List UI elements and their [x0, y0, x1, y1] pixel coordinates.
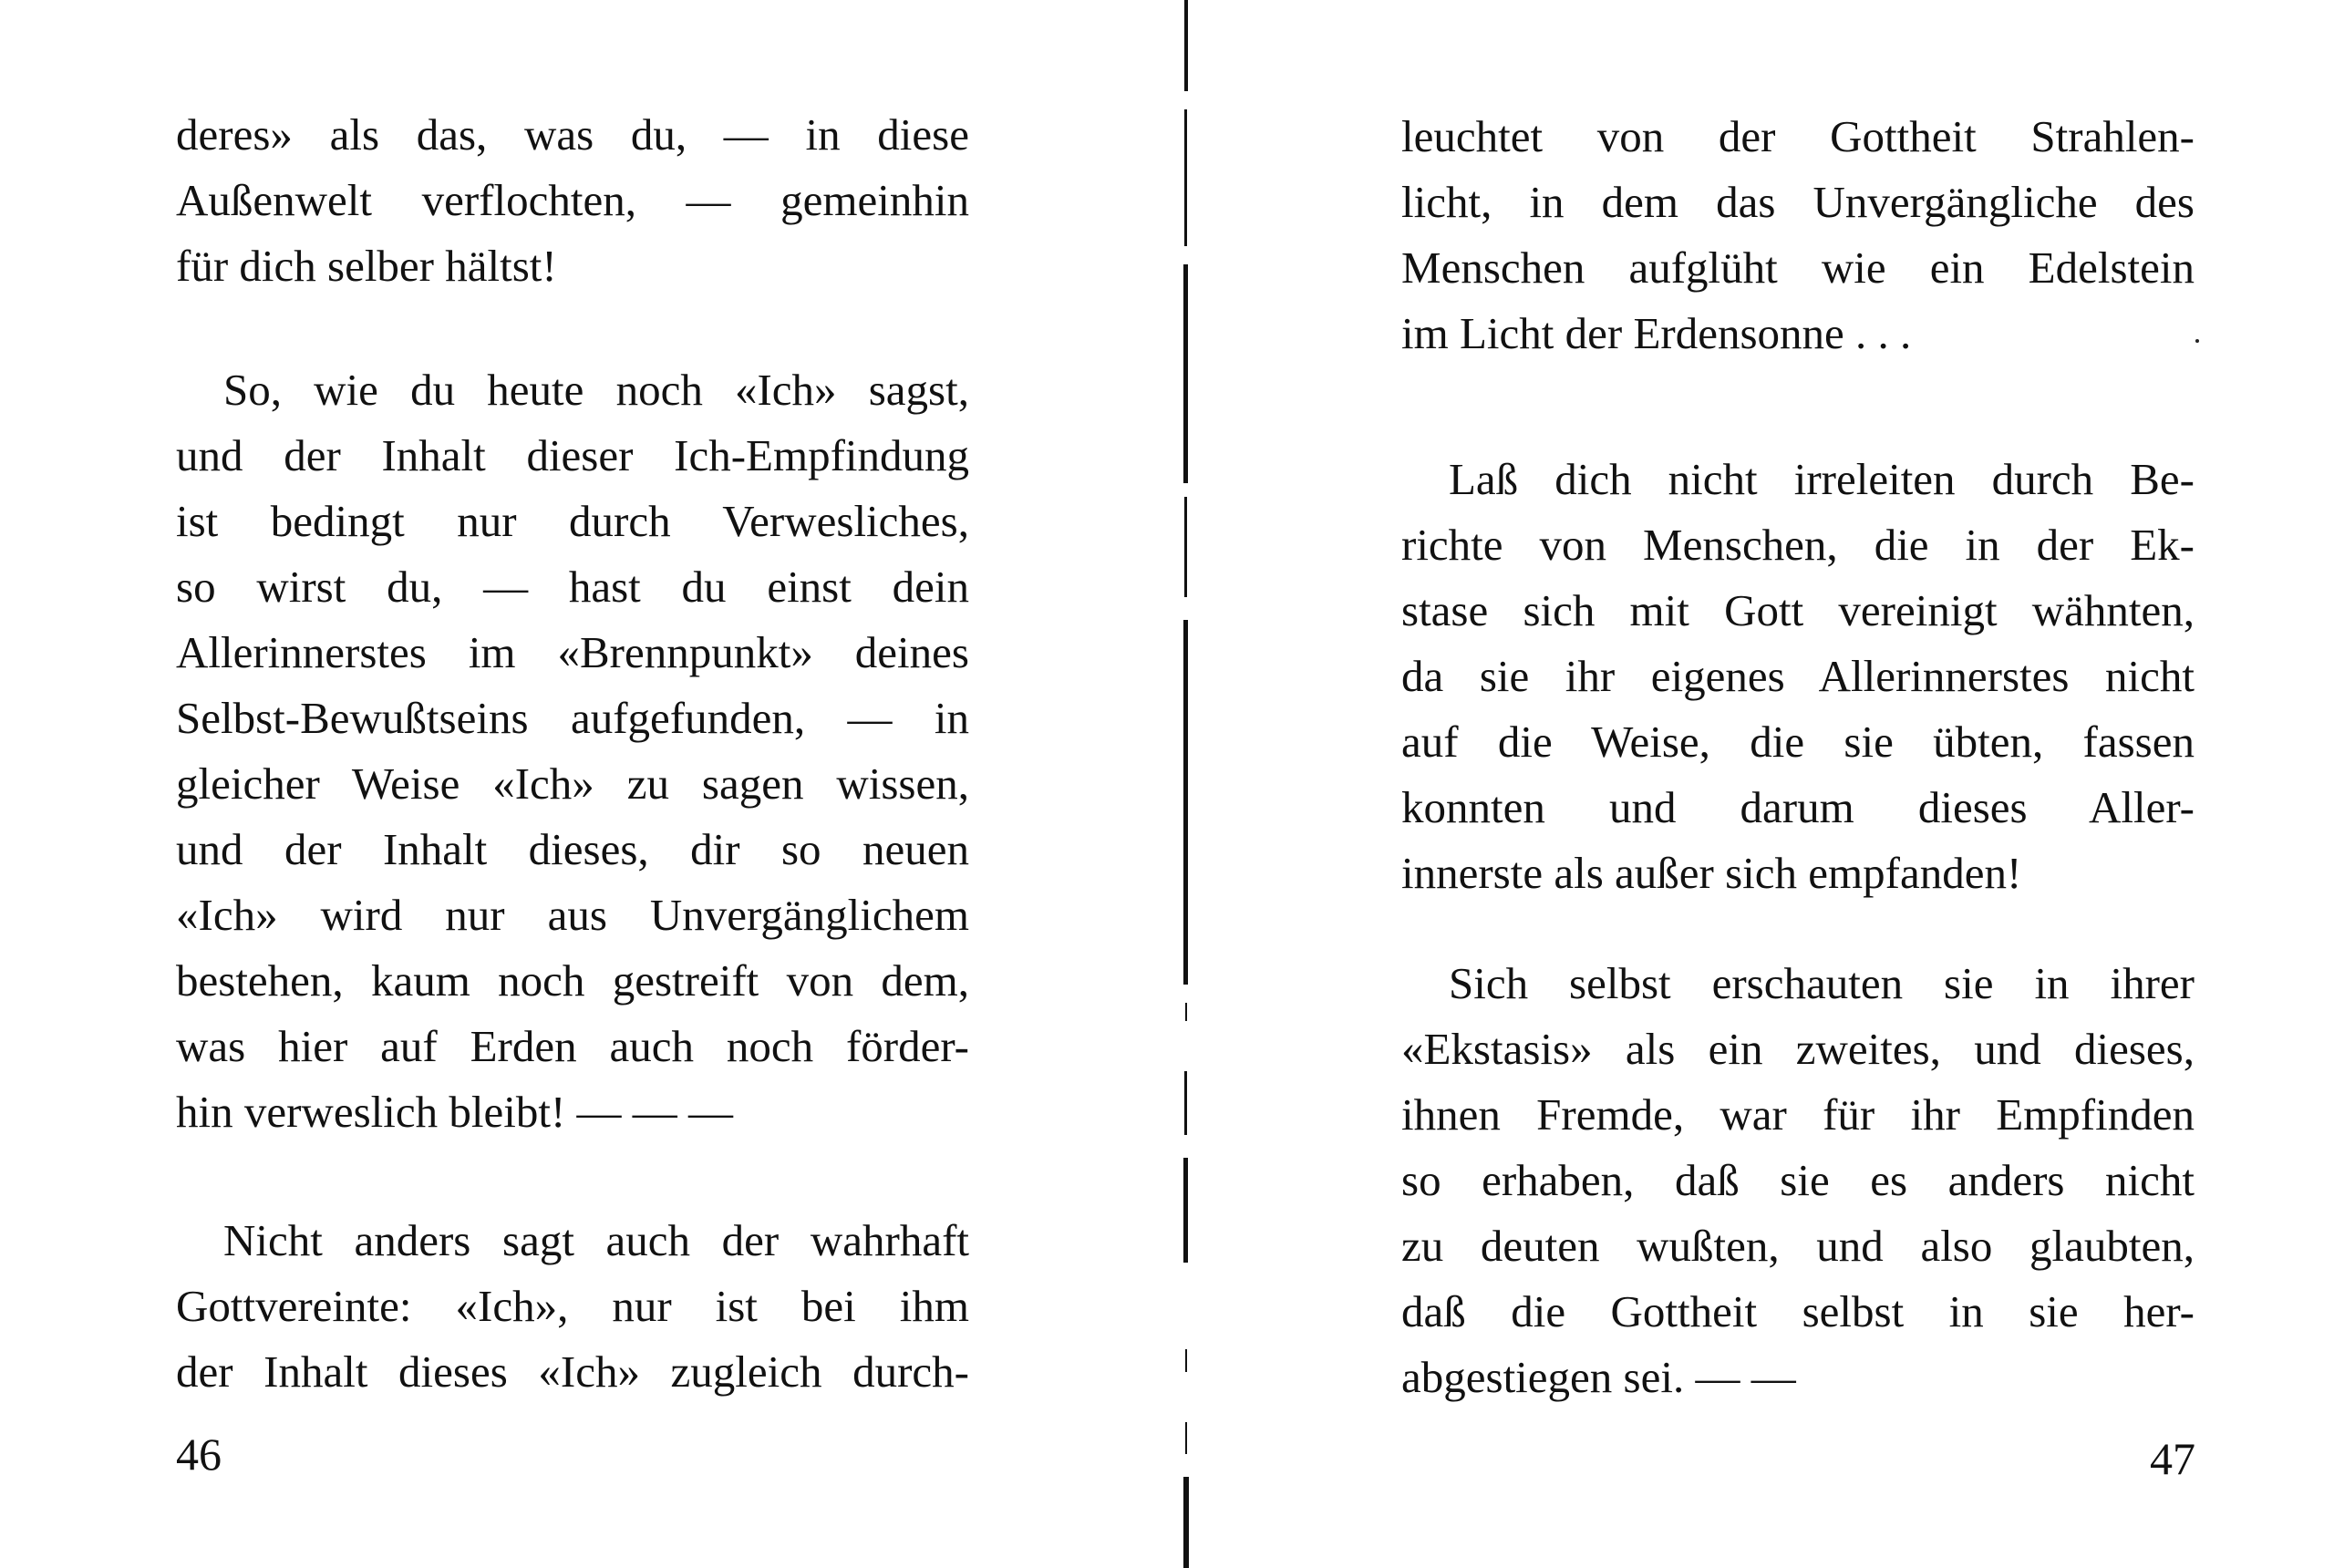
text-line: Außenwelt verflochten, — gemeinhin	[176, 175, 969, 225]
paragraph	[1401, 104, 2195, 366]
print-speck	[2195, 339, 2199, 343]
text-line: zu deuten wußten, und also glaubten,	[1401, 1221, 2195, 1271]
text-line: stase sich mit Gott vereinigt wähnten,	[1401, 585, 2195, 635]
text-line: konnten und darum dieses Aller-	[1401, 782, 2195, 832]
page-number: 46	[176, 1429, 222, 1480]
text-line: Nicht anders sagt auch der wahrhaft	[223, 1215, 969, 1265]
text-line: richte von Menschen, die in der Ek-	[1401, 520, 2195, 570]
text-line: Laß dich nicht irreleiten durch Be-	[1449, 454, 2195, 504]
paragraph	[176, 102, 969, 299]
text-line: Allerinnerstes im «Brennpunkt» deines	[176, 627, 969, 677]
text-line: leuchtet von der Gottheit Strahlen-	[1401, 111, 2195, 161]
text-line: was hier auf Erden auch noch förder-	[176, 1021, 969, 1071]
text-line: gleicher Weise «Ich» zu sagen wissen,	[176, 758, 969, 809]
text-line: und der Inhalt dieses, dir so neuen	[176, 824, 969, 874]
text-line: innerste als außer sich empfanden!	[1401, 848, 2022, 898]
text-line: und der Inhalt dieser Ich-Empfindung	[176, 430, 969, 480]
text-line: Gottvereinte: «Ich», nur ist bei ihm	[176, 1281, 969, 1331]
text-line: bestehen, kaum noch gestreift von dem,	[176, 955, 969, 1006]
text-line: Selbst-Bewußtseins aufgefunden, — in	[176, 693, 969, 743]
text-line: hin verweslich bleibt! — — —	[176, 1087, 734, 1137]
paragraph	[1401, 447, 2195, 906]
paragraph	[176, 357, 969, 1145]
paragraph	[1401, 951, 2195, 1410]
text-line: Sich selbst erschauten sie in ihrer	[1449, 958, 2195, 1008]
text-line: «Ich» wird nur aus Unvergänglichem	[176, 890, 969, 940]
text-line: der Inhalt dieses «Ich» zugleich durch-	[176, 1346, 969, 1397]
text-line: da sie ihr eigenes Allerinnerstes nicht	[1401, 651, 2195, 701]
text-line: ist bedingt nur durch Verwesliches,	[176, 496, 969, 546]
paragraph	[176, 1208, 969, 1405]
text-line: So, wie du heute noch «Ich» sagst,	[223, 365, 969, 415]
right-page	[1176, 0, 2334, 1568]
text-line: auf die Weise, die sie übten, fassen	[1401, 717, 2195, 767]
text-line: licht, in dem das Unvergängliche des	[1401, 177, 2195, 227]
text-line: «Ekstasis» als ein zweites, und dieses,	[1401, 1024, 2195, 1074]
text-line: Menschen aufglüht wie ein Edelstein	[1401, 242, 2195, 293]
text-line: deres» als das, was du, — in diese	[176, 109, 969, 160]
text-line: für dich selber hältst!	[176, 241, 557, 291]
text-line: im Licht der Erdensonne . . .	[1401, 308, 1912, 358]
text-line: ihnen Fremde, war für ihr Empfinden	[1401, 1089, 2195, 1140]
page-number: 47	[2150, 1433, 2195, 1484]
text-line: so wirst du, — hast du einst dein	[176, 562, 969, 612]
text-line: daß die Gottheit selbst in sie her-	[1401, 1286, 2195, 1336]
text-line: so erhaben, daß sie es anders nicht	[1401, 1155, 2195, 1205]
text-line: abgestiegen sei. — —	[1401, 1352, 1796, 1402]
